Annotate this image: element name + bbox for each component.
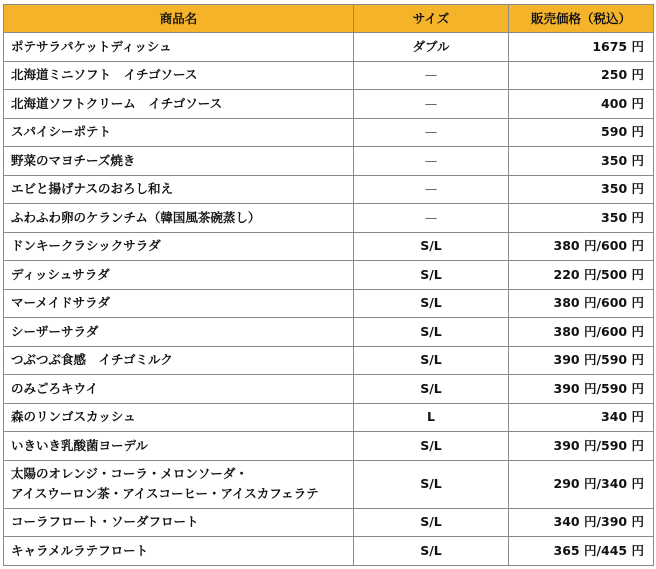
price-table-container [3, 4, 653, 566]
product-price: 380 円/600 円 [509, 232, 654, 261]
table-row [4, 261, 654, 290]
product-price: 350 円 [509, 147, 654, 176]
product-name: ドンキークラシックサラダ [4, 232, 354, 261]
header-product-name: 商品名 [4, 5, 354, 33]
product-name: ディッシュサラダ [4, 261, 354, 290]
product-name: ポテサラパケットディッシュ [4, 33, 354, 62]
table-row [4, 61, 654, 90]
product-price: 350 円 [509, 175, 654, 204]
header-row [4, 5, 654, 33]
table-row [4, 508, 654, 537]
product-size: — [354, 118, 509, 147]
table-row [4, 403, 654, 432]
product-size: S/L [354, 318, 509, 347]
header-price: 販売価格（税込） [509, 5, 654, 33]
product-size: — [354, 204, 509, 233]
product-size: S/L [354, 375, 509, 404]
product-name: ふわふわ卵のケランチム（韓国風茶碗蒸し） [4, 204, 354, 233]
table-row [4, 118, 654, 147]
product-price: 390 円/590 円 [509, 375, 654, 404]
product-size: S/L [354, 508, 509, 537]
table-row [4, 175, 654, 204]
product-size: S/L [354, 346, 509, 375]
table-row [4, 289, 654, 318]
table-row [4, 147, 654, 176]
product-size: — [354, 61, 509, 90]
product-name: 森のリンゴスカッシュ [4, 403, 354, 432]
product-price: 365 円/445 円 [509, 537, 654, 566]
product-size: S/L [354, 537, 509, 566]
product-price: 290 円/340 円 [509, 460, 654, 508]
product-name: マーメイドサラダ [4, 289, 354, 318]
product-price: 390 円/590 円 [509, 432, 654, 461]
product-price: 390 円/590 円 [509, 346, 654, 375]
product-size: — [354, 175, 509, 204]
table-row [4, 232, 654, 261]
product-name [4, 460, 354, 508]
product-name-line-2: アイスウーロン茶・アイスコーヒー・アイスカフェラテ [11, 486, 319, 501]
product-price: 400 円 [509, 90, 654, 119]
product-name: つぶつぶ食感 イチゴミルク [4, 346, 354, 375]
product-price: 380 円/600 円 [509, 318, 654, 347]
product-price: 340 円/390 円 [509, 508, 654, 537]
product-name: 北海道ソフトクリーム イチゴソース [4, 90, 354, 119]
product-name: シーザーサラダ [4, 318, 354, 347]
table-row [4, 346, 654, 375]
table-row [4, 204, 654, 233]
table-row [4, 375, 654, 404]
price-table [3, 4, 654, 566]
product-name: 北海道ミニソフト イチゴソース [4, 61, 354, 90]
product-price: 1675 円 [509, 33, 654, 62]
product-size: — [354, 147, 509, 176]
product-size: L [354, 403, 509, 432]
product-size: S/L [354, 432, 509, 461]
table-row [4, 318, 654, 347]
table-row [4, 460, 654, 508]
product-name: スパイシーポテト [4, 118, 354, 147]
product-name: キャラメルラテフロート [4, 537, 354, 566]
product-name: いきいき乳酸菌ヨーデル [4, 432, 354, 461]
product-price: 220 円/500 円 [509, 261, 654, 290]
product-price: 380 円/600 円 [509, 289, 654, 318]
product-name: のみごろキウイ [4, 375, 354, 404]
table-row [4, 90, 654, 119]
product-name: コーラフロート・ソーダフロート [4, 508, 354, 537]
product-price: 250 円 [509, 61, 654, 90]
header-size: サイズ [354, 5, 509, 33]
product-name: 野菜のマヨチーズ焼き [4, 147, 354, 176]
product-size: S/L [354, 261, 509, 290]
table-row [4, 432, 654, 461]
product-size: S/L [354, 232, 509, 261]
product-price: 350 円 [509, 204, 654, 233]
product-size: ダブル [354, 33, 509, 62]
product-name-line-1: 太陽のオレンジ・コーラ・メロンソーダ・ [11, 466, 248, 481]
product-size: — [354, 90, 509, 119]
product-size: S/L [354, 289, 509, 318]
table-row [4, 537, 654, 566]
product-price: 590 円 [509, 118, 654, 147]
product-name: エビと揚げナスのおろし和え [4, 175, 354, 204]
product-price: 340 円 [509, 403, 654, 432]
product-size: S/L [354, 460, 509, 508]
table-row [4, 33, 654, 62]
